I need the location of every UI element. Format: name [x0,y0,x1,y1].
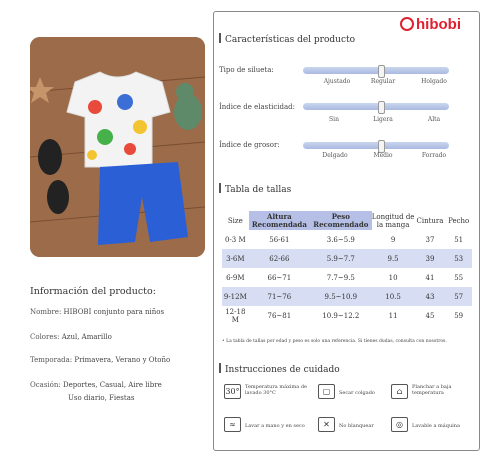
table-cell: 45 [425,311,435,320]
table-cell: 66~71 [267,273,292,282]
table-cell: 10.5 [372,287,415,306]
header-cell: Longitud de la manga [371,212,415,229]
table-cell: 39 [415,249,446,268]
thickness-label: Índice de grosor: [219,141,280,149]
care-text-machine-wash: Lavable a máquina [412,423,460,429]
header-cell: Altura Recomendada [249,211,310,230]
care-text-hang-dry: Secar colgado [339,390,375,396]
silhouette-tick: Holgado [421,78,447,85]
size-table-note: • La tabla de tallas por edad y peso es solo una referencia. Si tienes dudas, consulta con nosotros. [222,339,447,344]
table-cell: 59 [454,311,464,320]
thickness-tick: Medio [373,152,393,159]
header-cell: Pecho [445,211,472,230]
bullet-icon: • [222,339,225,344]
table-cell: 71~76 [249,287,310,306]
table-cell: 3.6~5.9 [326,235,355,244]
table-cell: 37 [425,235,435,244]
no-bleach-icon: ✕ [318,417,335,432]
table-header-row [222,211,472,230]
product-info-title: Información del producto: [30,286,156,297]
care-text-hand-wash: Lavar a mano y en seco [245,423,305,429]
table-cell: 51 [454,235,464,244]
care-title: Instrucciones de cuidado [219,363,340,375]
elasticity-label: Índice de elasticidad: [219,103,295,111]
table-row [222,230,472,249]
table-row [222,306,472,325]
table-cell: 3-6M [222,249,249,268]
machine-wash-icon: ◎ [391,417,408,432]
thickness-track [303,142,449,149]
table-cell: 76~81 [267,311,292,320]
info-row-occasion-extra: Uso diario, Fiestas [68,394,135,402]
table-cell: 6-9M [226,273,245,282]
iron-low-icon: ⌂ [391,384,408,399]
info-row-season: Temporada: Primavera, Verano y Otoño [30,356,171,364]
wash-30-icon: 30° [224,384,241,399]
table-cell: 9.5~10.9 [310,287,371,306]
section-marker-icon [219,363,221,373]
table-cell: 10.9~12.2 [322,311,360,320]
table-cell: 11 [388,311,398,320]
silhouette-tick: Regular [370,78,396,85]
table-row [222,287,472,306]
product-photo [30,37,205,257]
smile-logo-icon [400,17,414,31]
table-cell: 9.5 [372,249,415,268]
table-cell: 62-66 [249,249,310,268]
info-row-occasion: Ocasión: Deportes, Casual, Aire libre [30,381,162,389]
table-cell: 10 [388,273,398,282]
table-cell: 5.9~7.7 [310,249,371,268]
product-illustration [30,37,205,257]
table-cell: 53 [445,249,472,268]
table-cell: 43 [415,287,446,306]
thickness-tick: Forrado [421,152,447,159]
table-cell: 12-18 M [225,307,246,324]
silhouette-knob [378,65,385,78]
table-cell: 56-61 [269,235,290,244]
elasticity-tick: Ligera [373,116,393,123]
table-row [222,268,472,287]
table-cell: 57 [445,287,472,306]
brand-logo: hibobi [400,16,461,33]
size-table [222,211,472,325]
elasticity-track [303,103,449,110]
care-text-wash-temp: Temperatura máxima de lavado 30°C [245,384,307,396]
silhouette-label: Tipo de silueta: [219,66,274,74]
table-cell: 9 [390,235,396,244]
elasticity-knob [378,101,385,114]
table-row [222,249,472,268]
header-cell: Size [222,211,249,230]
elasticity-tick: Alta [427,116,441,123]
elasticity-tick: Sin [329,116,339,123]
table-cell: 41 [425,273,435,282]
section-marker-icon [219,33,221,43]
thickness-tick: Delgado [322,152,348,159]
hang-dry-icon: ▢ [318,384,335,399]
table-cell: 55 [454,273,464,282]
table-cell: 9-12M [222,287,249,306]
info-row-colors: Colores: Azul, Amarillo [30,333,112,341]
section-marker-icon [219,183,221,193]
size-table-title: Tabla de tallas [219,183,291,195]
characteristics-title: Características del producto [219,33,355,45]
table-cell: 0-3 M [224,235,246,244]
silhouette-track [303,67,449,74]
info-row-name: Nombre: HIBOBI conjunto para niños [30,308,165,316]
hand-wash-icon: ≈ [224,417,241,432]
silhouette-tick: Ajustado [323,78,351,85]
care-text-iron: Planchar a baja temperatura [412,384,452,396]
header-cell: Cintura [415,211,446,230]
table-cell: 7.7~9.5 [326,273,355,282]
care-text-no-bleach: No blanquear [339,423,374,429]
header-cell: Peso Recomendado [310,211,371,230]
